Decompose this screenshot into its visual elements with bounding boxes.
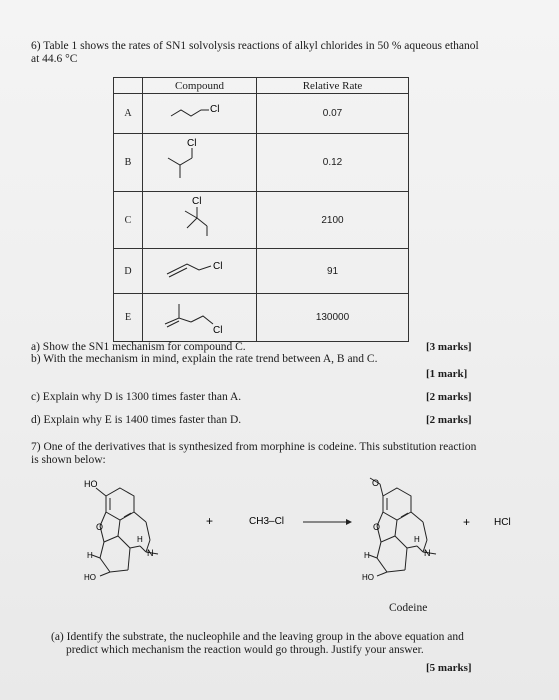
svg-text:Cl: Cl bbox=[213, 325, 223, 336]
row-rate: 91 bbox=[257, 249, 409, 294]
part-d-text: d) Explain why E is 1400 times faster than D. bbox=[31, 414, 242, 426]
part-c-marks: [2 marks] bbox=[426, 391, 472, 403]
q6-intro-line1: 6) Table 1 shows the rates of SN1 solvolysis reactions of alkyl chlorides in 50 % aqueous ethanol bbox=[31, 40, 479, 52]
table-row bbox=[114, 249, 409, 294]
svg-text:Cl: Cl bbox=[187, 138, 197, 149]
row-label: D bbox=[114, 249, 143, 294]
morphine-o: O bbox=[96, 522, 104, 532]
row-rate: 130000 bbox=[257, 294, 409, 342]
plus-sign-2: + bbox=[463, 515, 471, 529]
svg-text:Cl: Cl bbox=[192, 196, 202, 207]
table-row bbox=[114, 94, 409, 134]
svg-text:Cl: Cl bbox=[213, 261, 223, 272]
part-d-marks: [2 marks] bbox=[426, 414, 472, 426]
codeine-n: N bbox=[424, 548, 431, 558]
row-rate: 0.12 bbox=[257, 134, 409, 192]
part-b-text: b) With the mechanism in mind, explain the rate trend between A, B and C. bbox=[31, 353, 378, 365]
codeine-ho-bottom: HO bbox=[362, 573, 374, 582]
header-compound: Compound bbox=[143, 78, 257, 94]
header-rate: Relative Rate bbox=[257, 78, 409, 94]
row-rate: 2100 bbox=[257, 192, 409, 249]
table-row bbox=[114, 192, 409, 249]
part-a-text: a) Show the SN1 mechanism for compound C. bbox=[31, 341, 246, 353]
q7-intro-line1: 7) One of the derivatives that is synthesized from morphine is codeine. This substitution reaction bbox=[31, 441, 477, 453]
table-header-row bbox=[114, 78, 409, 94]
q7a-line2: predict which mechanism the reaction would go through. Justify your answer. bbox=[66, 644, 424, 656]
header-blank bbox=[114, 78, 143, 94]
row-label: A bbox=[114, 94, 143, 134]
table-row bbox=[114, 294, 409, 342]
q7-intro-line2: is shown below: bbox=[31, 454, 106, 466]
row-label: E bbox=[114, 294, 143, 342]
compound-e-structure bbox=[143, 294, 257, 342]
q6-intro-line2: at 44.6 °C bbox=[31, 53, 78, 65]
svg-text:Cl: Cl bbox=[210, 104, 220, 115]
codeine-caption: Codeine bbox=[389, 602, 428, 614]
reaction-scheme bbox=[0, 470, 559, 600]
reaction-arrowhead bbox=[346, 519, 352, 525]
codeine-o-top: O bbox=[372, 478, 380, 488]
morphine-h2: H bbox=[137, 535, 143, 544]
part-a-marks: [3 marks] bbox=[426, 341, 472, 353]
row-label: C bbox=[114, 192, 143, 249]
compound-d-structure bbox=[143, 249, 257, 294]
row-rate: 0.07 bbox=[257, 94, 409, 134]
hcl-product: HCl bbox=[494, 517, 511, 528]
morphine-ho-bottom: HO bbox=[84, 573, 96, 582]
codeine-o: O bbox=[373, 522, 381, 532]
compound-c-structure bbox=[143, 192, 257, 249]
compound-b-structure bbox=[143, 134, 257, 192]
morphine-n: N bbox=[147, 548, 154, 558]
morphine-ho-top: HO bbox=[84, 479, 98, 489]
methyl-chloride: CH3–Cl bbox=[249, 516, 285, 527]
q7a-line1: (a) Identify the substrate, the nucleophile and the leaving group in the above equation and bbox=[51, 631, 464, 643]
part-c-text: c) Explain why D is 1300 times faster than A. bbox=[31, 391, 242, 403]
compound-a-structure bbox=[143, 94, 257, 134]
plus-sign-1: + bbox=[206, 514, 214, 528]
morphine-structure bbox=[92, 488, 158, 576]
codeine-h: H bbox=[364, 551, 370, 560]
morphine-h: H bbox=[87, 551, 93, 560]
q7a-marks: [5 marks] bbox=[426, 662, 472, 674]
table-row bbox=[114, 134, 409, 192]
codeine-h2: H bbox=[414, 535, 420, 544]
rates-table bbox=[113, 77, 409, 342]
part-b-marks: [1 mark] bbox=[426, 368, 468, 380]
row-label: B bbox=[114, 134, 143, 192]
